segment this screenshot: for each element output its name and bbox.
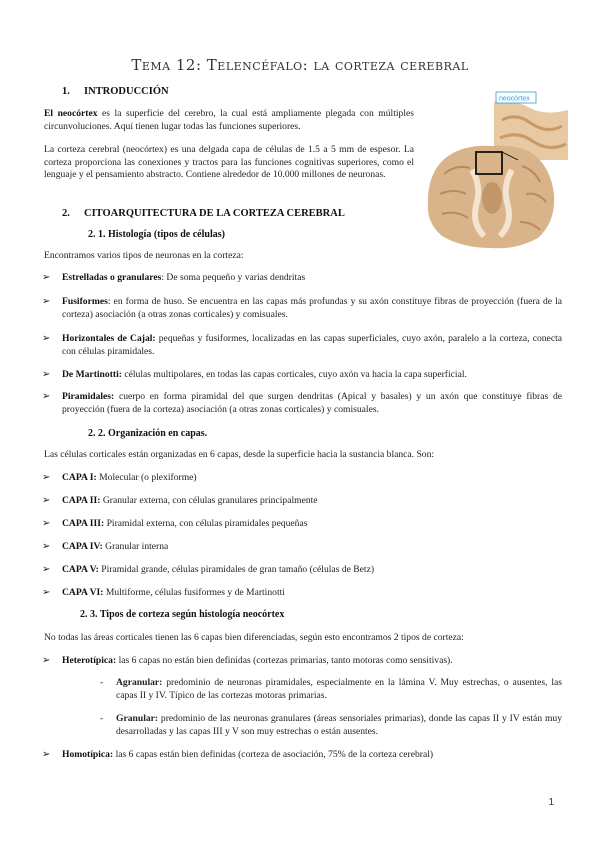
section-heading-introduccion: 1. INTRODUCCIÓN	[62, 86, 169, 97]
brain-section-image	[422, 90, 570, 250]
arrow-bullet-icon: ➢	[42, 541, 51, 552]
layers-intro: Las células corticales están organizadas en 6 capas, desde la superficie hacia la sustancia blanca. Son:	[44, 449, 435, 460]
neocortex-label: neocórtex	[499, 95, 530, 103]
arrow-bullet-icon: ➢	[42, 272, 51, 283]
list-item: ➢ CAPA I: Molecular (o plexiforme)	[42, 472, 197, 483]
list-item: ➢ Fusiformes: en forma de huso. Se encuentra en las capas más profundas y su axón constituye fibras de proyección (fuera de la corteza) asociación (a otras zonas corticales) y comisuales.	[42, 296, 562, 320]
arrow-bullet-icon: ➢	[42, 564, 51, 575]
list-item: ➢ CAPA VI: Multiforme, células fusiformes y de Martinotti	[42, 587, 285, 598]
list-item: ➢ CAPA III: Piramidal externa, con células piramidales pequeñas	[42, 518, 308, 529]
sub-list-item: - Granular: predominio de las neuronas granulares (áreas sensoriales primarias), donde las capas II y IV están muy desarrolladas y las capas III y V son muy estrechas o están ausentes.	[100, 713, 562, 737]
arrow-bullet-icon: ➢	[42, 518, 51, 529]
list-item: ➢ Piramidales: cuerpo en forma piramidal del que surgen dendritas (Apical y basales) y un axón que constituye fibras de proyección (fuera de la corteza) asociación (a otras zonas corticales) y comisuales.	[42, 391, 562, 415]
list-item: ➢ CAPA II: Granular externa, con células granulares principalmente	[42, 495, 318, 506]
arrow-bullet-icon: ➢	[42, 749, 51, 760]
arrow-bullet-icon: ➢	[42, 587, 51, 598]
section-heading-citoarquitectura: 2. CITOARQUITECTURA DE LA CORTEZA CEREBRAL	[62, 208, 345, 219]
list-item: ➢ Horizontales de Cajal: pequeñas y fusiformes, localizadas en las capas superficiales, cuyo axón, paralelo a la corteza, conecta con células piramidales.	[42, 333, 562, 357]
subsection-heading-capas: 2. 2. Organización en capas.	[88, 428, 208, 439]
subsection-heading-histologia: 2. 1. Histología (tipos de células)	[88, 229, 225, 240]
arrow-bullet-icon: ➢	[42, 655, 51, 666]
arrow-bullet-icon: ➢	[42, 495, 51, 506]
list-item: ➢ Estrelladas o granulares: De soma pequeño y varias dendritas	[42, 272, 306, 283]
arrow-bullet-icon: ➢	[42, 391, 51, 402]
page-title: Tema 12: Telencéfalo: la corteza cerebral	[131, 56, 469, 74]
arrow-bullet-icon: ➢	[42, 369, 51, 380]
list-item: ➢ Homotípica: las 6 capas están bien definidas (corteza de asociación, 75% de la corteza cerebral)	[42, 749, 434, 760]
list-item: ➢ CAPA IV: Granular interna	[42, 541, 169, 552]
intro-paragraph-1: El neocórtex es la superficie del cerebro, la cual está ampliamente plegada con múltiples circunvoluciones. Aquí tienen lugar todas las funciones superiores.	[44, 108, 414, 132]
list-item: ➢ De Martinotti: células multipolares, en todas las capas corticales, cuyo axón va hacia la capa superficial.	[42, 369, 467, 380]
arrow-bullet-icon: ➢	[42, 296, 51, 307]
sub-list-item: - Agranular: predominio de neuronas piramidales, especialmente en la lámina V. Muy estrechas, o ausentes, las capas II y IV. Típico de las cortezas motoras primarias.	[100, 677, 562, 701]
brain-core	[482, 182, 502, 214]
list-item: ➢ Heterotípica: las 6 capas no están bien definidas (cortezas primarias, tanto motoras como sensitivas).	[42, 655, 453, 666]
page-number: 1	[548, 797, 554, 808]
intro-paragraph-2: La corteza cerebral (neocórtex) es una delgada capa de células de 1.5 a 5 mm de espesor. La corteza proporciona las conexiones y tractos para las funciones cognitivas superiores, como el lenguaje y el pensamiento abstracto. Contiene alrededor de 10.000 millones de neuronas.	[44, 144, 414, 181]
subsection-heading-tipos-corteza: 2. 3. Tipos de corteza según histología neocórtex	[80, 609, 285, 620]
list-item: ➢ CAPA V: Piramidal grande, células piramidales de gran tamaño (células de Betz)	[42, 564, 375, 575]
cortex-types-intro: No todas las áreas corticales tienen las 6 capas bien diferenciadas, según esto encontramos 2 tipos de corteza:	[44, 632, 464, 643]
arrow-bullet-icon: ➢	[42, 472, 51, 483]
histology-intro: Encontramos varios tipos de neuronas en la corteza:	[44, 250, 244, 261]
arrow-bullet-icon: ➢	[42, 333, 51, 344]
